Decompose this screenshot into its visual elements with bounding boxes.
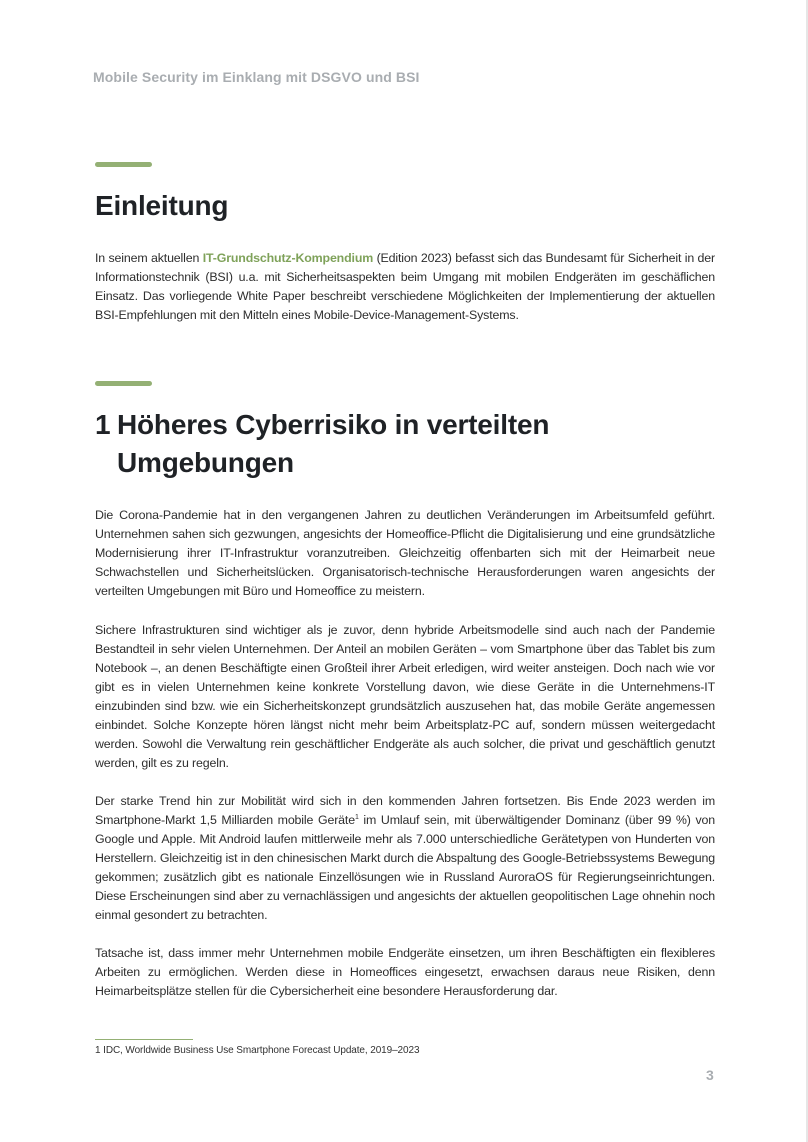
footnote: 1 IDC, Worldwide Business Use Smartphone Forecast Update, 2019–2023 xyxy=(95,1045,420,1056)
footnote-divider xyxy=(95,1039,193,1040)
intro-paragraph xyxy=(95,249,715,325)
heading-accent-bar xyxy=(95,381,152,386)
paragraph-3-text-pre: Der starke Trend hin zur Mobilität wird sich in den kommenden Jahren fortsetzen. Bis Ende 2023 werden im Smartphone-Markt 1,5 Milliarden mobile Geräte xyxy=(95,794,715,827)
section-1-paragraph-2: Sichere Infrastrukturen sind wichtiger als je zuvor, denn hybride Arbeitsmodelle sind auch nach der Pandemie Bestandteil in sehr vielen Unternehmen. Der Anteil an mobilen Geräten – vom Smartphone über das Tablet bis zum Notebook –, an denen Beschäftigte einen Großteil ihrer Arbeit erledigen, wird weiter ansteigen. Doch nach wie vor gibt es in vielen Unternehmen keine konkrete Vorstellung davon, wie diese Geräte in die Unternehmens-IT einzubinden sind bzw. wie ein Sicherheitskonzept grundsätzlich auszusehen hat, das mobile Geräte angemessen einbindet. Solche Konzepte hören längst nicht mehr beim Arbeitsplatz-PC auf, sondern müssen weitergedacht werden. Sowohl die Verwaltung rein geschäftlicher Endgeräte als auch solcher, die privat und geschäftlich genutzt werden, gilt es zu regeln. xyxy=(95,623,715,770)
footnote-reference[interactable]: 1 xyxy=(354,813,359,821)
paragraph-3-text-post: im Umlauf sein, mit überwältigender Dominanz (über 99 %) von Google und Apple. Mit Android laufen mittlerweile mehr als 7.000 unterschiedliche Gerätetypen von Hunderten von Herstellern. Gleichzeitig ist in den chinesischen Markt durch die Abspaltung des Google-Betriebssystems Bewegung gekommen; zusätzlich gibt es nationale Einzellösungen wie in Russland AuroraOS für Regierungseinrichtungen. Diese Erscheinungen sind aber zu vernachlässigen und angesichts der aktuellen geopolitischen Lage ohnehin noch einmal gesondert zu betrachten. xyxy=(95,813,715,922)
running-header: Mobile Security im Einklang mit DSGVO und BSI xyxy=(93,69,420,85)
section-1-heading xyxy=(95,406,549,482)
section-heading-line-1: Höheres Cyberrisiko in verteilten xyxy=(117,409,550,440)
grundschutz-link[interactable]: IT-Grundschutz-Kompendium xyxy=(202,251,374,265)
intro-text-pre: In seinem aktuellen xyxy=(95,251,203,265)
intro-text-post: (Edition 2023) befasst sich das Bundesamt für Sicherheit in der Informationstechnik (BSI) u.a. mit Sicherheitsaspekten beim Umgang mit mobilen Endgeräten im geschäflichen Einsatz. Das vorliegende White Paper beschreibt verschiedene Möglichkeiten der Implementierung der aktuellen BSI-Empfehlungen mit den Mitteln eines Mobile-Device-Management-Systems. xyxy=(95,251,716,322)
heading-accent-bar xyxy=(95,162,152,167)
section-number: 1 xyxy=(95,409,111,440)
section-heading-line-2: Umgebungen xyxy=(117,447,294,478)
section-1-paragraph-4: Tatsache ist, dass immer mehr Unternehmen mobile Endgeräte einsetzen, um ihren Beschäftigten ein flexibleres Arbeiten zu ermöglichen. Werden diese in Homeoffices eingesetzt, erwachsen daraus neue Risiken, denn Heimarbeitsplätze stellen für die Cybersicherheit eine besondere Herausforderung dar. xyxy=(95,946,715,998)
section-1-paragraph-1: Die Corona-Pandemie hat in den vergangenen Jahren zu deutlichen Veränderungen im Arbeitsumfeld geführt. Unternehmen sahen sich gezwungen, angesichts der Homeoffice-Pflicht die Digitalisierung und eine grundsätzliche Modernisierung ihrer IT-Infrastruktur voranzutreiben. Gleichzeitig offenbarten sich mit der Heimarbeit neue Schwachstellen und Sicherheitslücken. Organisatorisch-technische Herausforderungen waren angesichts der verteilten Umgebungen mit Büro und Homeoffice zu meistern. xyxy=(95,508,715,598)
section-1-paragraph-3 xyxy=(95,792,715,925)
intro-heading: Einleitung xyxy=(95,190,229,221)
page-number: 3 xyxy=(706,1067,714,1083)
